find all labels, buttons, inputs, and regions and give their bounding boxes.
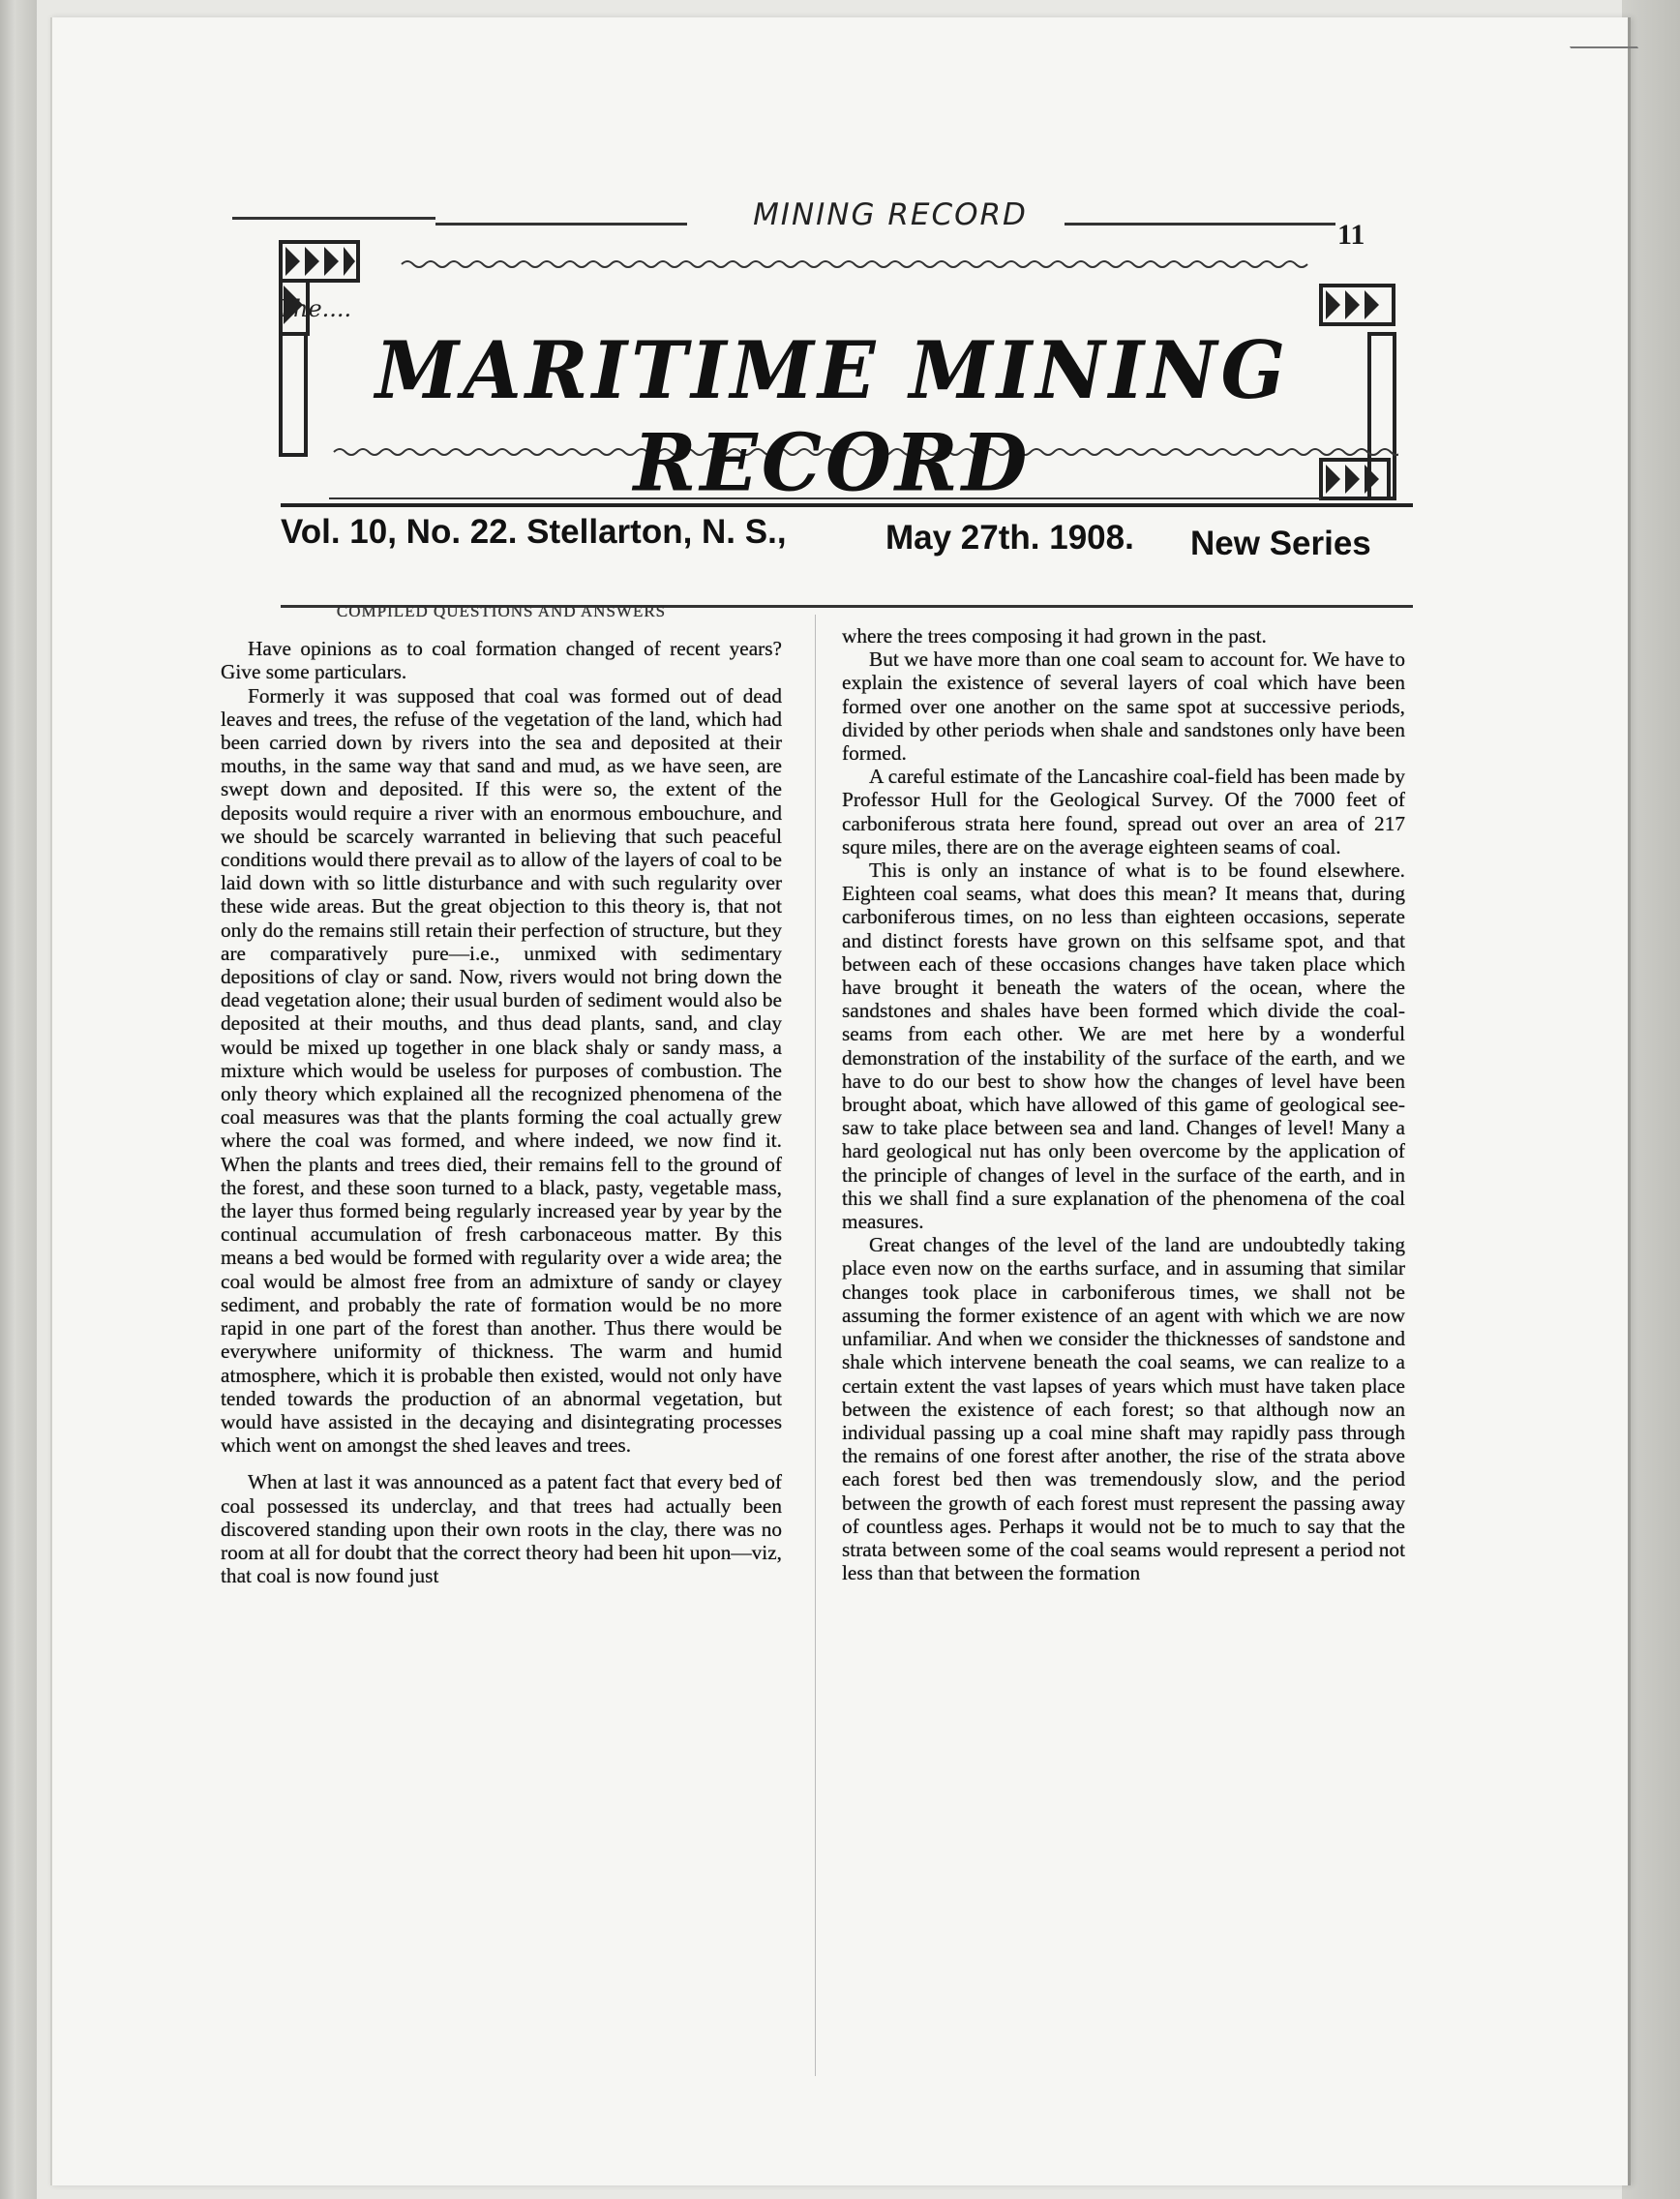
masthead	[227, 237, 1398, 527]
page-corner	[1549, 17, 1638, 48]
dateline-series: New Series	[1190, 525, 1371, 562]
running-head-rule-right	[1065, 223, 1335, 226]
article-paragraph: Have opinions as to coal formation changed of recent years? Give some particulars.	[221, 637, 782, 684]
article-column-right	[842, 624, 1405, 1584]
page-number: 11	[1337, 219, 1365, 251]
article-paragraph: Formerly it was supposed that coal was formed out of dead leaves and trees, the refuse of the vegetation of the land, which had been carried down by rivers into the sea and deposited at their mouths, in the same way that sand and mud, as we have seen, are swept down and deposited. If this were so, the extent of the deposits would require a river with an enormous embouchure, and we should be scarcely warranted in believing that such peaceful conditions would there prevail as to allow of the layers of coal to be laid down with so little disturbance and with such regularity over these wide areas. But the great objection to this theory is, that not only do the remains still retain their perfection of structure, but they are comparatively pure—i.e., unmixed with sedimentary depositions of clay or sand. Now, rivers would not bring down the dead vegetation alone; their usual burden of sediment would also be deposited at their mouths, and thus dead plants, sand, and clay would be mixed up together in one black shaly or sandy mass, a mixture which would be useless for purposes of combustion. The only theory which explained all the recognized phenomena of the coal measures was that the plants forming the coal actually grew where the coal was formed, and where indeed, we now find it. When the plants and trees died, their remains fell to the ground of the forest, and these soon turned to a black, pasty, vegetable mass, the layer thus formed being regularly increased year by year by the continual accumulation of fresh carbonaceous matter. By this means a bed would be formed with regularity over a wide area; the coal would be almost free from an admixture of sandy or clayey sediment, and probably the rate of formation would be no more rapid in one part of the forest than another. Thus there would be everywhere uniformity of thickness. The warm and humid atmosphere, which it is probable then existed, would not only have tended towards the production of an abnormal vegetation, but would have assisted in the decaying and disintegrating processes which went on amongst the shed leaves and trees.	[221, 683, 782, 1458]
masthead-the: The....	[278, 295, 352, 322]
article-paragraph: Great changes of the level of the land are undoubtedly taking place even now on the earths surface, and in assuming that similar changes took place in carboniferous times, we shall not be assuming the former existence of an agent with which we are now unfamiliar. And when we consider the thicknesses of sandstone and shale which intervene beneath the coal seams, we can realize to a certain extent the vast lapses of years which must have taken place between the existence of each forest; so that although now an individual passing up a coal mine shaft may rapidly pass through the remains of one forest after another, the rise of the strata above each forest bed then was tremendously slow, and the period between the growth of each forest must represent the passing away of countless ages. Perhaps it would not be to much to say that the strata between some of the coal seams would represent a period not less than that between the formation	[842, 1233, 1405, 1585]
article-paragraph: But we have more than one coal seam to account for. We have to explain the existence of several layers of coal which have been formed over one another on the same spot at successive periods, divided by other periods when shale and sandstones only have been formed.	[842, 648, 1405, 766]
masthead-wavy-rule-top	[402, 261, 1307, 267]
book-gutter-left	[0, 0, 37, 2199]
article-paragraph: This is only an instance of what is to be found elsewhere. Eighteen coal seams, what does this mean? It means that, during carboniferous times, on no less than eighteen occasions, seperate and distinct forests have grown on this selfsame spot, and that between each of these occasions changes have taken place which have brought it beneath the waters of the ocean, where the sandstones and shales have been formed which divide the coal-seams from each other. We are met here by a wonderful demonstration of the instability of the surface of the earth, and we have to do our best to show how the changes of level have been brought aboat, which have allowed of this game of geological see-saw to take place between sea and land. Changes of level! Many a hard geological nut has only been overcome by the application of the principle of changes of level in the surface of the earth, and in this we shall find a sure explanation of the phenomena of the coal measures.	[842, 859, 1405, 1234]
column-divider	[815, 615, 816, 2076]
article-paragraph: where the trees composing it had grown in the past.	[842, 624, 1267, 648]
dateline-volume: Vol. 10, No. 22. Stellarton, N. S.,	[281, 513, 787, 551]
article-paragraph: A careful estimate of the Lancashire coal-field has been made by Professor Hull for the Geological Survey. Of the 7000 feet of carboniferous strata here found, spread out over an area of 217 squre miles, there are on the average eighteen seams of coal.	[842, 765, 1405, 859]
book-page-edge-right	[1622, 0, 1680, 2199]
article-column-left	[221, 600, 782, 1587]
article-heading: COMPILED QUESTIONS AND ANSWERS	[336, 602, 667, 620]
dateline	[281, 513, 1423, 571]
masthead-corner-ornament-top-right	[1321, 286, 1394, 324]
masthead-corner-ornament-bottom-left	[281, 334, 306, 455]
dateline-rule-top	[281, 503, 1413, 507]
running-head-title: MINING RECORD	[687, 197, 1094, 232]
dateline-date: May 27th. 1908.	[885, 519, 1134, 557]
masthead-title: MARITIME MINING RECORD	[375, 324, 1290, 510]
article-paragraph: When at last it was announced as a patent fact that every bed of coal possessed its underclay, and that trees had actually been discovered standing upon their own roots in the clay, there was no room at all for doubt that the correct theory had been hit upon—viz, that coal is now found just	[221, 1470, 782, 1588]
running-head	[232, 197, 1394, 242]
running-head-rule-left	[232, 217, 435, 220]
